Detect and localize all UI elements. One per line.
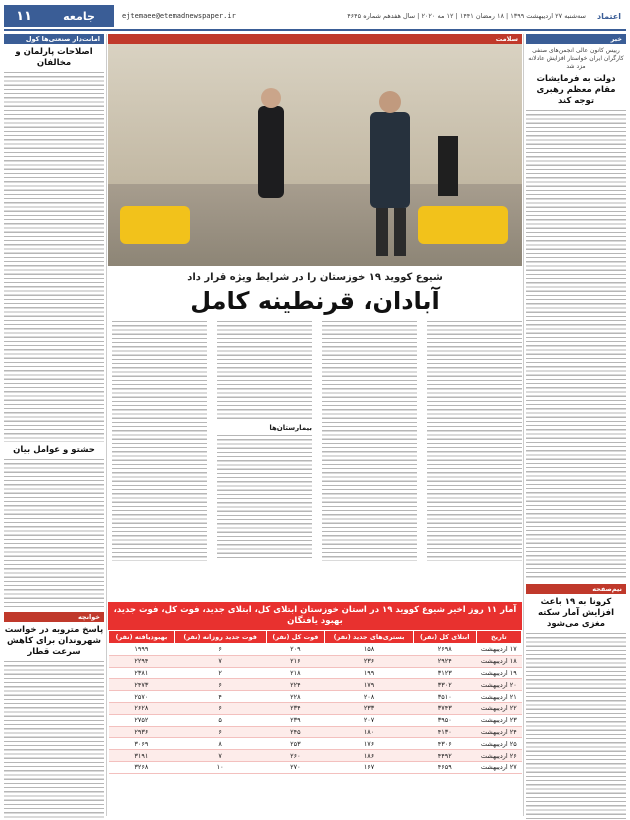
- table-cell: ۲۳۶: [325, 655, 414, 667]
- table-row: [109, 761, 522, 773]
- table-cell: ۸: [174, 738, 266, 750]
- column-tag: امانت‌دار صنعتی‌ها کول: [4, 34, 104, 44]
- table-cell: ۲۹۲۴: [413, 655, 476, 667]
- section-tag: نیم‌صفحه: [526, 584, 626, 594]
- table-cell: ۲۴ اردیبهشت: [476, 726, 521, 738]
- table-cell: ۴۳۰۶: [413, 738, 476, 750]
- table-cell: ۲۶۲۸: [109, 702, 175, 714]
- table-cell: ۲۲۴: [266, 679, 325, 691]
- table-cell: ۲۶۰: [266, 750, 325, 762]
- news-tag: خبر: [526, 34, 626, 44]
- left-column: [4, 34, 104, 816]
- table-cell: ۲۴۵: [266, 726, 325, 738]
- table-row: [109, 655, 522, 667]
- column-body: [4, 72, 104, 442]
- body-column-3: [217, 321, 312, 561]
- column-divider: [523, 34, 524, 816]
- table-cell: ۱۷۹: [325, 679, 414, 691]
- table-header-cell: فوت جدید روزانه (نفر): [174, 631, 266, 644]
- table-cell: ۶: [174, 726, 266, 738]
- photo-figures: [108, 44, 522, 266]
- article-headline[interactable]: دولت به فرمایشات مقام معظم رهبری توجه کند: [536, 74, 616, 106]
- article-body: [526, 110, 626, 580]
- table-row: [109, 750, 522, 762]
- article-body-2: [526, 633, 626, 820]
- table-cell: ۲۳ اردیبهشت: [476, 714, 521, 726]
- column-tag-2: خوانچه: [4, 612, 104, 622]
- table-cell: ۲۱ اردیبهشت: [476, 691, 521, 703]
- page-number: ۱۱: [4, 5, 44, 27]
- table-row: [109, 644, 522, 656]
- column-headline-2[interactable]: حشتو و عوامل بیان: [13, 445, 95, 455]
- table-cell: ۱۷۶: [325, 738, 414, 750]
- section-email[interactable]: ejtemaee@etemadnewspaper.ir: [122, 12, 236, 20]
- table-cell: ۳۹۵۰: [413, 714, 476, 726]
- table-cell: ۲۰۷: [325, 714, 414, 726]
- table-row: [109, 702, 522, 714]
- main-title[interactable]: آبادان، قرنطینه کامل: [190, 287, 440, 315]
- table-cell: ۱۵۸: [325, 644, 414, 656]
- column-headline[interactable]: اصلاحات پارلمان و مخالفان: [15, 47, 93, 68]
- table-cell: ۲۵۷۰: [109, 691, 175, 703]
- table-cell: ۲۴۷۳: [109, 679, 175, 691]
- table-row: [109, 679, 522, 691]
- table-cell: ۲۲ اردیبهشت: [476, 702, 521, 714]
- table-cell: ۱۷ اردیبهشت: [476, 644, 521, 656]
- column-headline-3[interactable]: پاسخ متروبه در خواست شهروندان برای کاهش سرعت قطار: [4, 625, 104, 657]
- table-cell: ۵: [174, 714, 266, 726]
- body-column-2: [322, 321, 417, 561]
- table-cell: ۱۹ اردیبهشت: [476, 667, 521, 679]
- article-kicker: رییس کانون عالی انجمن‌های صنفی کارگران ایران خواستار افزایش عادلانه مزد شد: [528, 47, 624, 70]
- table-row: [109, 714, 522, 726]
- table-cell: ۲۷ اردیبهشت: [476, 761, 521, 773]
- table-cell: ۱۸۶: [325, 750, 414, 762]
- table-cell: ۲۳۳: [325, 702, 414, 714]
- table-cell: ۲۰۹: [266, 644, 325, 656]
- stats-table-box: [108, 602, 522, 816]
- table-cell: ۳۲۶۸: [109, 761, 175, 773]
- header-rule: [4, 29, 626, 31]
- table-cell: ۷: [174, 655, 266, 667]
- table-cell: ۲۹۳۶: [109, 726, 175, 738]
- table-cell: ۱۸ اردیبهشت: [476, 655, 521, 667]
- table-cell: ۱۸۰: [325, 726, 414, 738]
- table-cell: ۲۷۰: [266, 761, 325, 773]
- table-cell: ۲۶ اردیبهشت: [476, 750, 521, 762]
- dateline: سه‌شنبه ۲۷ اردیبهشت ۱۳۹۹ | ۱۸ رمضان ۱۴۴۱ | ۱۲ مه ۲۰۲۰ | سال هفدهم شماره ۴۶۴۵: [347, 12, 586, 20]
- table-row: [109, 738, 522, 750]
- table-cell: ۱۹۹۹: [109, 644, 175, 656]
- body-subhead: بیمارستان‌ها: [269, 424, 312, 432]
- table-header-cell: بستری‌های جدید (نفر): [325, 631, 414, 644]
- section-label: جامعه: [44, 5, 114, 27]
- column-divider: [106, 34, 107, 816]
- page-header: [4, 4, 626, 28]
- table-cell: ۴: [174, 691, 266, 703]
- table-cell: ۴۱۳۰: [413, 726, 476, 738]
- table-cell: ۲۳۸۱: [109, 667, 175, 679]
- table-cell: ۴۴۹۲: [413, 750, 476, 762]
- table-header-row: [109, 631, 522, 644]
- table-row: [109, 691, 522, 703]
- table-row: [109, 667, 522, 679]
- main-body: [108, 321, 522, 561]
- table-row: [109, 726, 522, 738]
- table-cell: ۲: [174, 667, 266, 679]
- table-cell: ۲۰۸: [325, 691, 414, 703]
- table-cell: ۲۷۵۲: [109, 714, 175, 726]
- main-kicker: شیوع کووید ۱۹ خوزستان را در شرایط ویژه قرار داد: [187, 272, 443, 283]
- article-headline-2[interactable]: کرونا به ۱۹ باعث افزایش آمار سکته مغزی می‌شود: [538, 597, 614, 629]
- column-body-3: [4, 661, 104, 820]
- table-cell: ۲۳۹: [266, 714, 325, 726]
- table-header-cell: ابتلای کل (نفر): [413, 631, 476, 644]
- stats-table-title: آمار ۱۱ روز اخیر شیوع کووید ۱۹ در استان خوزستان ابتلای کل، ابتلای جدید، فوت کل، فوت جدید، بهبود یافتگان: [108, 602, 522, 630]
- table-cell: ۲۲۹۴: [109, 655, 175, 667]
- table-cell: ۱۹۹: [325, 667, 414, 679]
- main-tag: سلامت: [108, 34, 522, 44]
- right-column: [526, 34, 626, 816]
- table-cell: ۲۱۶: [266, 655, 325, 667]
- table-cell: ۶: [174, 702, 266, 714]
- table-cell: ۲۰ اردیبهشت: [476, 679, 521, 691]
- table-cell: ۴۶۵۹: [413, 761, 476, 773]
- table-cell: ۱۶۷: [325, 761, 414, 773]
- table-cell: ۲۵ اردیبهشت: [476, 738, 521, 750]
- table-cell: ۲۳۴: [266, 702, 325, 714]
- body-column-4: [112, 321, 207, 561]
- table-cell: ۲۲۸: [266, 691, 325, 703]
- table-cell: ۲۱۸: [266, 667, 325, 679]
- stats-table: [108, 630, 522, 774]
- table-cell: ۷: [174, 750, 266, 762]
- table-header-cell: تاریخ: [476, 631, 521, 644]
- column-body-2: [4, 459, 104, 609]
- table-cell: ۳۷۴۳: [413, 702, 476, 714]
- table-cell: ۳۳۰۲: [413, 679, 476, 691]
- table-cell: ۱۰: [174, 761, 266, 773]
- table-cell: ۶: [174, 679, 266, 691]
- body-column-1: [427, 321, 522, 561]
- table-cell: ۳۱۲۳: [413, 667, 476, 679]
- table-cell: ۳۰۶۹: [109, 738, 175, 750]
- table-body: [109, 644, 522, 774]
- table-header-cell: بهبودیافته (نفر): [109, 631, 175, 644]
- table-cell: ۲۵۳: [266, 738, 325, 750]
- newspaper-logo: اعتماد: [597, 11, 621, 21]
- table-cell: ۲۶۹۸: [413, 644, 476, 656]
- table-cell: ۶: [174, 644, 266, 656]
- main-photo: [108, 44, 522, 266]
- table-cell: ۳۵۱۰: [413, 691, 476, 703]
- table-header-cell: فوت کل (نفر): [266, 631, 325, 644]
- table-cell: ۳۱۹۱: [109, 750, 175, 762]
